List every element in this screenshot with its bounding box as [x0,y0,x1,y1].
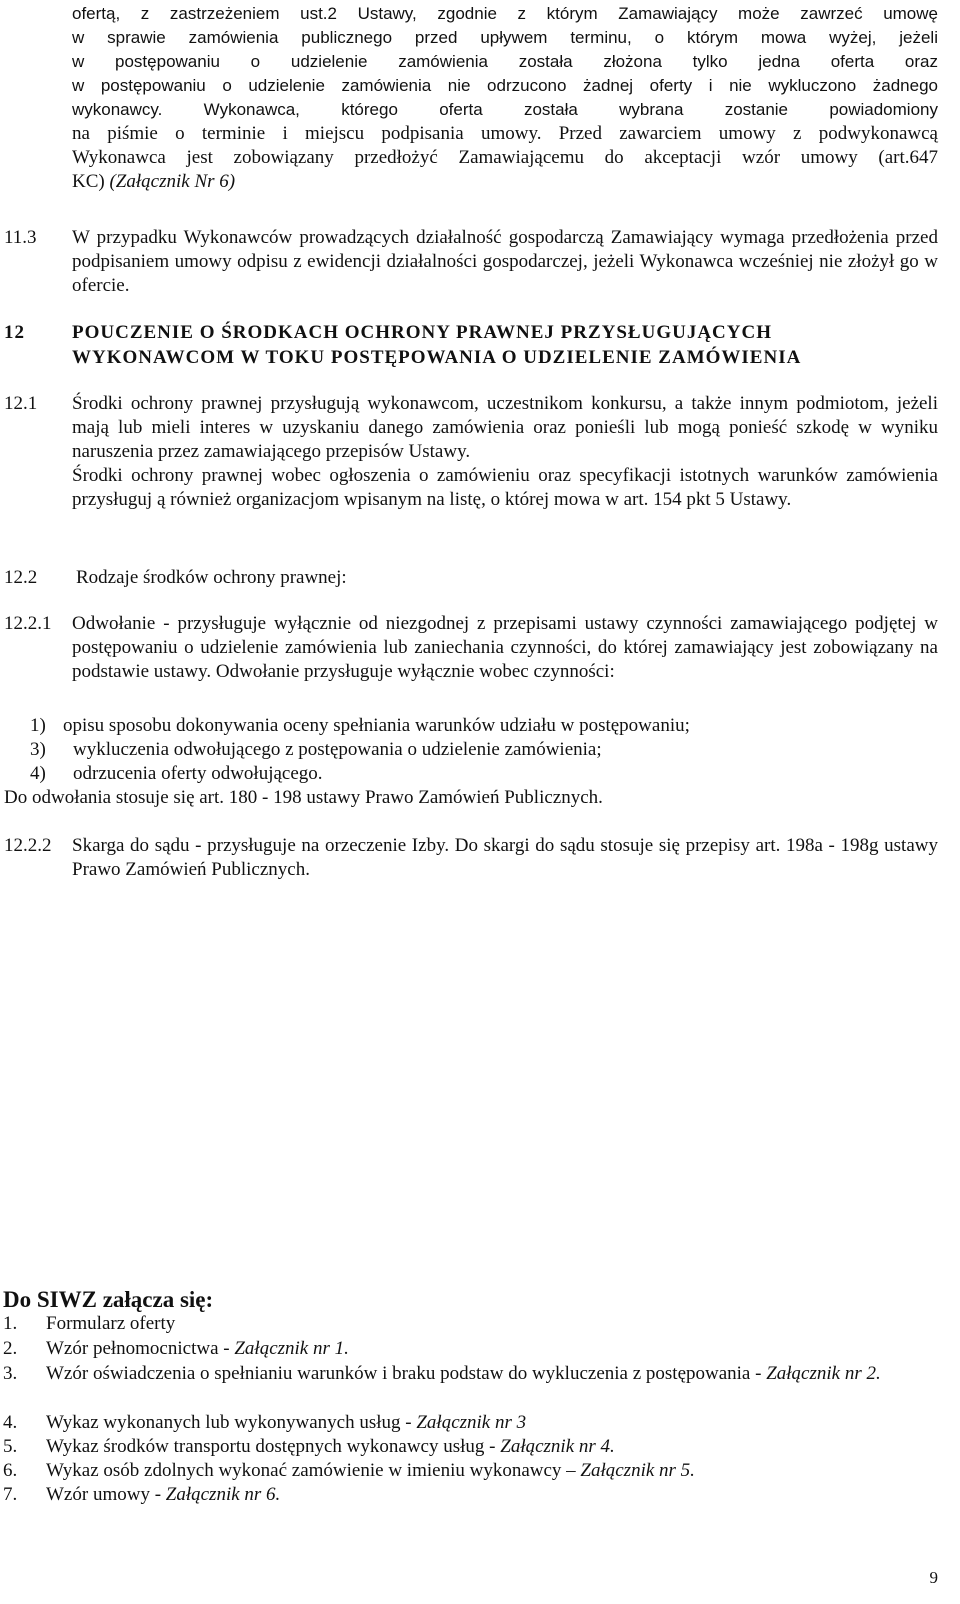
intro-line: w postępowaniu o udzielenie zamówienia nie odrzucono żadnej oferty i nie wykluczono żadnego [72,76,938,95]
attachment-text: Wzór pełnomocnictwa - [46,1338,235,1359]
attachment-ref: Załącznik nr 6. [165,1484,281,1505]
attachment-ref: Załącznik nr 5. [580,1460,695,1481]
intro-line: Wykonawca jest zobowiązany przedłożyć Zamawiającemu do akceptacji wzór umowy (art.647 [72,147,938,168]
attachment-number: 4. [3,1412,18,1433]
section-number: 11.3 [4,227,37,248]
intro-line: ofertą, z zastrzeżeniem ust.2 Ustawy, zgodnie z którym Zamawiający może zawrzeć umowę [72,4,938,23]
list-item-number: 3) [30,739,46,760]
attachment-number: 7. [3,1484,18,1505]
attachment-number: 6. [3,1460,18,1481]
section-paragraph: Środki ochrony prawnej przysługują wykonawcom, uczestnikom konkursu, a także innym podmiotom, jeżeli mają lub mieli interes w uzyskaniu danego zamówienia oraz ponieśli lub mogą ponieść szkodę w wyniku naruszenia przez zamawiającego przepisów Ustawy. [72,393,938,462]
attachment-number: 5. [3,1436,18,1457]
objection-footer: Do odwołania stosuje się art. 180 - 198 ustawy Prawo Zamówień Publicznych. [4,787,603,808]
attachment-text: Formularz oferty [46,1313,176,1334]
attachment-number: 2. [3,1338,18,1359]
section-number: 12 [4,322,25,343]
list-item [30,738,930,762]
list-item [30,714,930,738]
attachment-text: Wykaz środków transportu dostępnych wykonawcy usług - [46,1436,501,1457]
attachment-ref: Załącznik nr 3 [416,1412,527,1433]
heading-line-1: POUCZENIE O ŚRODKACH OCHRONY PRAWNEJ PRZYSŁUGUJĄCYCH [72,322,772,343]
attachment-ref: Załącznik nr 1. [234,1338,349,1359]
attachment-ref: Załącznik nr 4. [500,1436,615,1457]
attachment-number: 3. [3,1363,18,1384]
list-item-number: 4) [30,763,46,784]
section-text: W przypadku Wykonawców prowadzących działalność gospodarczą Zamawiający wymaga przedłożenia przed podpisaniem umowy odpisu z ewidencji działalności gospodarczej, jeżeli Wykonawca wcześniej nie złożył go w ofercie. [72,227,938,296]
list-item-text: odrzucenia oferty odwołującego. [73,763,323,784]
list-item-text: wykluczenia odwołującego z postępowania o udzielenie zamówienia; [73,739,602,760]
page-number: 9 [929,1568,938,1587]
attachments-title: Do SIWZ załącza się: [3,1287,214,1312]
list-item [30,762,930,786]
intro-paragraph [72,2,938,194]
section-number: 12.1 [4,393,38,414]
intro-line: wykonawcy. Wykonawca, którego oferta została wybrana zostanie powiadomiony [72,100,938,119]
section-number: 12.2 [4,567,38,588]
intro-last-text: KC) [72,171,105,192]
intro-line: na piśmie o terminie i miejscu podpisania umowy. Przed zawarciem umowy z podwykonawcą [72,123,938,144]
section-number: 12.2.2 [4,835,52,856]
intro-line: w sprawie zamówienia publicznego przed upływem terminu, o którym mowa wyżej, jeżeli [72,28,938,47]
section-text: Rodzaje środków ochrony prawnej: [76,567,347,588]
attachment-text: Wykaz wykonanych lub wykonywanych usług - [46,1412,417,1433]
list-item-text: opisu sposobu dokonywania oceny spełniania warunków udziału w postępowaniu; [63,715,690,736]
attachment-ref: Załącznik nr 2. [766,1363,881,1384]
attachment-text: Wzór umowy - [46,1484,166,1505]
section-number: 12.2.1 [4,613,52,634]
intro-line: w postępowaniu o udzielenie zamówienia została złożona tylko jedna oferta oraz [72,52,938,71]
attachment-text: Wzór oświadczenia o spełnianiu warunków i braku podstaw do wykluczenia z postępowania - [46,1363,767,1384]
section-text: Skarga do sądu - przysługuje na orzeczenie Izby. Do skargi do sądu stosuje się przepisy art. 198a - 198g ustawy Prawo Zamówień Publicznych. [72,835,938,880]
attachment-number: 1. [3,1313,18,1334]
section-paragraph: Środki ochrony prawnej wobec ogłoszenia o zamówieniu oraz specyfikacji istotnych warunków zamówienia przysługuj ą również organizacjom wpisanym na listę, o której mowa w art. 154 pkt 5 Ustawy. [72,465,938,510]
attachment-text: Wykaz osób zdolnych wykonać zamówienie w imieniu wykonawcy – [46,1460,581,1481]
intro-last-line [72,170,938,194]
intro-attachment-ref: (Załącznik Nr 6) [109,171,236,192]
heading-line-2: WYKONAWCOM W TOKU POSTĘPOWANIA O UDZIELENIE ZAMÓWIENIA [72,347,802,368]
section-text: Odwołanie - przysługuje wyłącznie od niezgodnej z przepisami ustawy czynności zamawiającego podjętej w postępowaniu o udzielenie zamówienia lub zaniechania czynności, do której zamawiający jest zobowiązany na podstawie ustawy. Odwołanie przysługuje wyłącznie wobec czynności: [72,613,938,682]
list-item-number: 1) [30,715,46,736]
